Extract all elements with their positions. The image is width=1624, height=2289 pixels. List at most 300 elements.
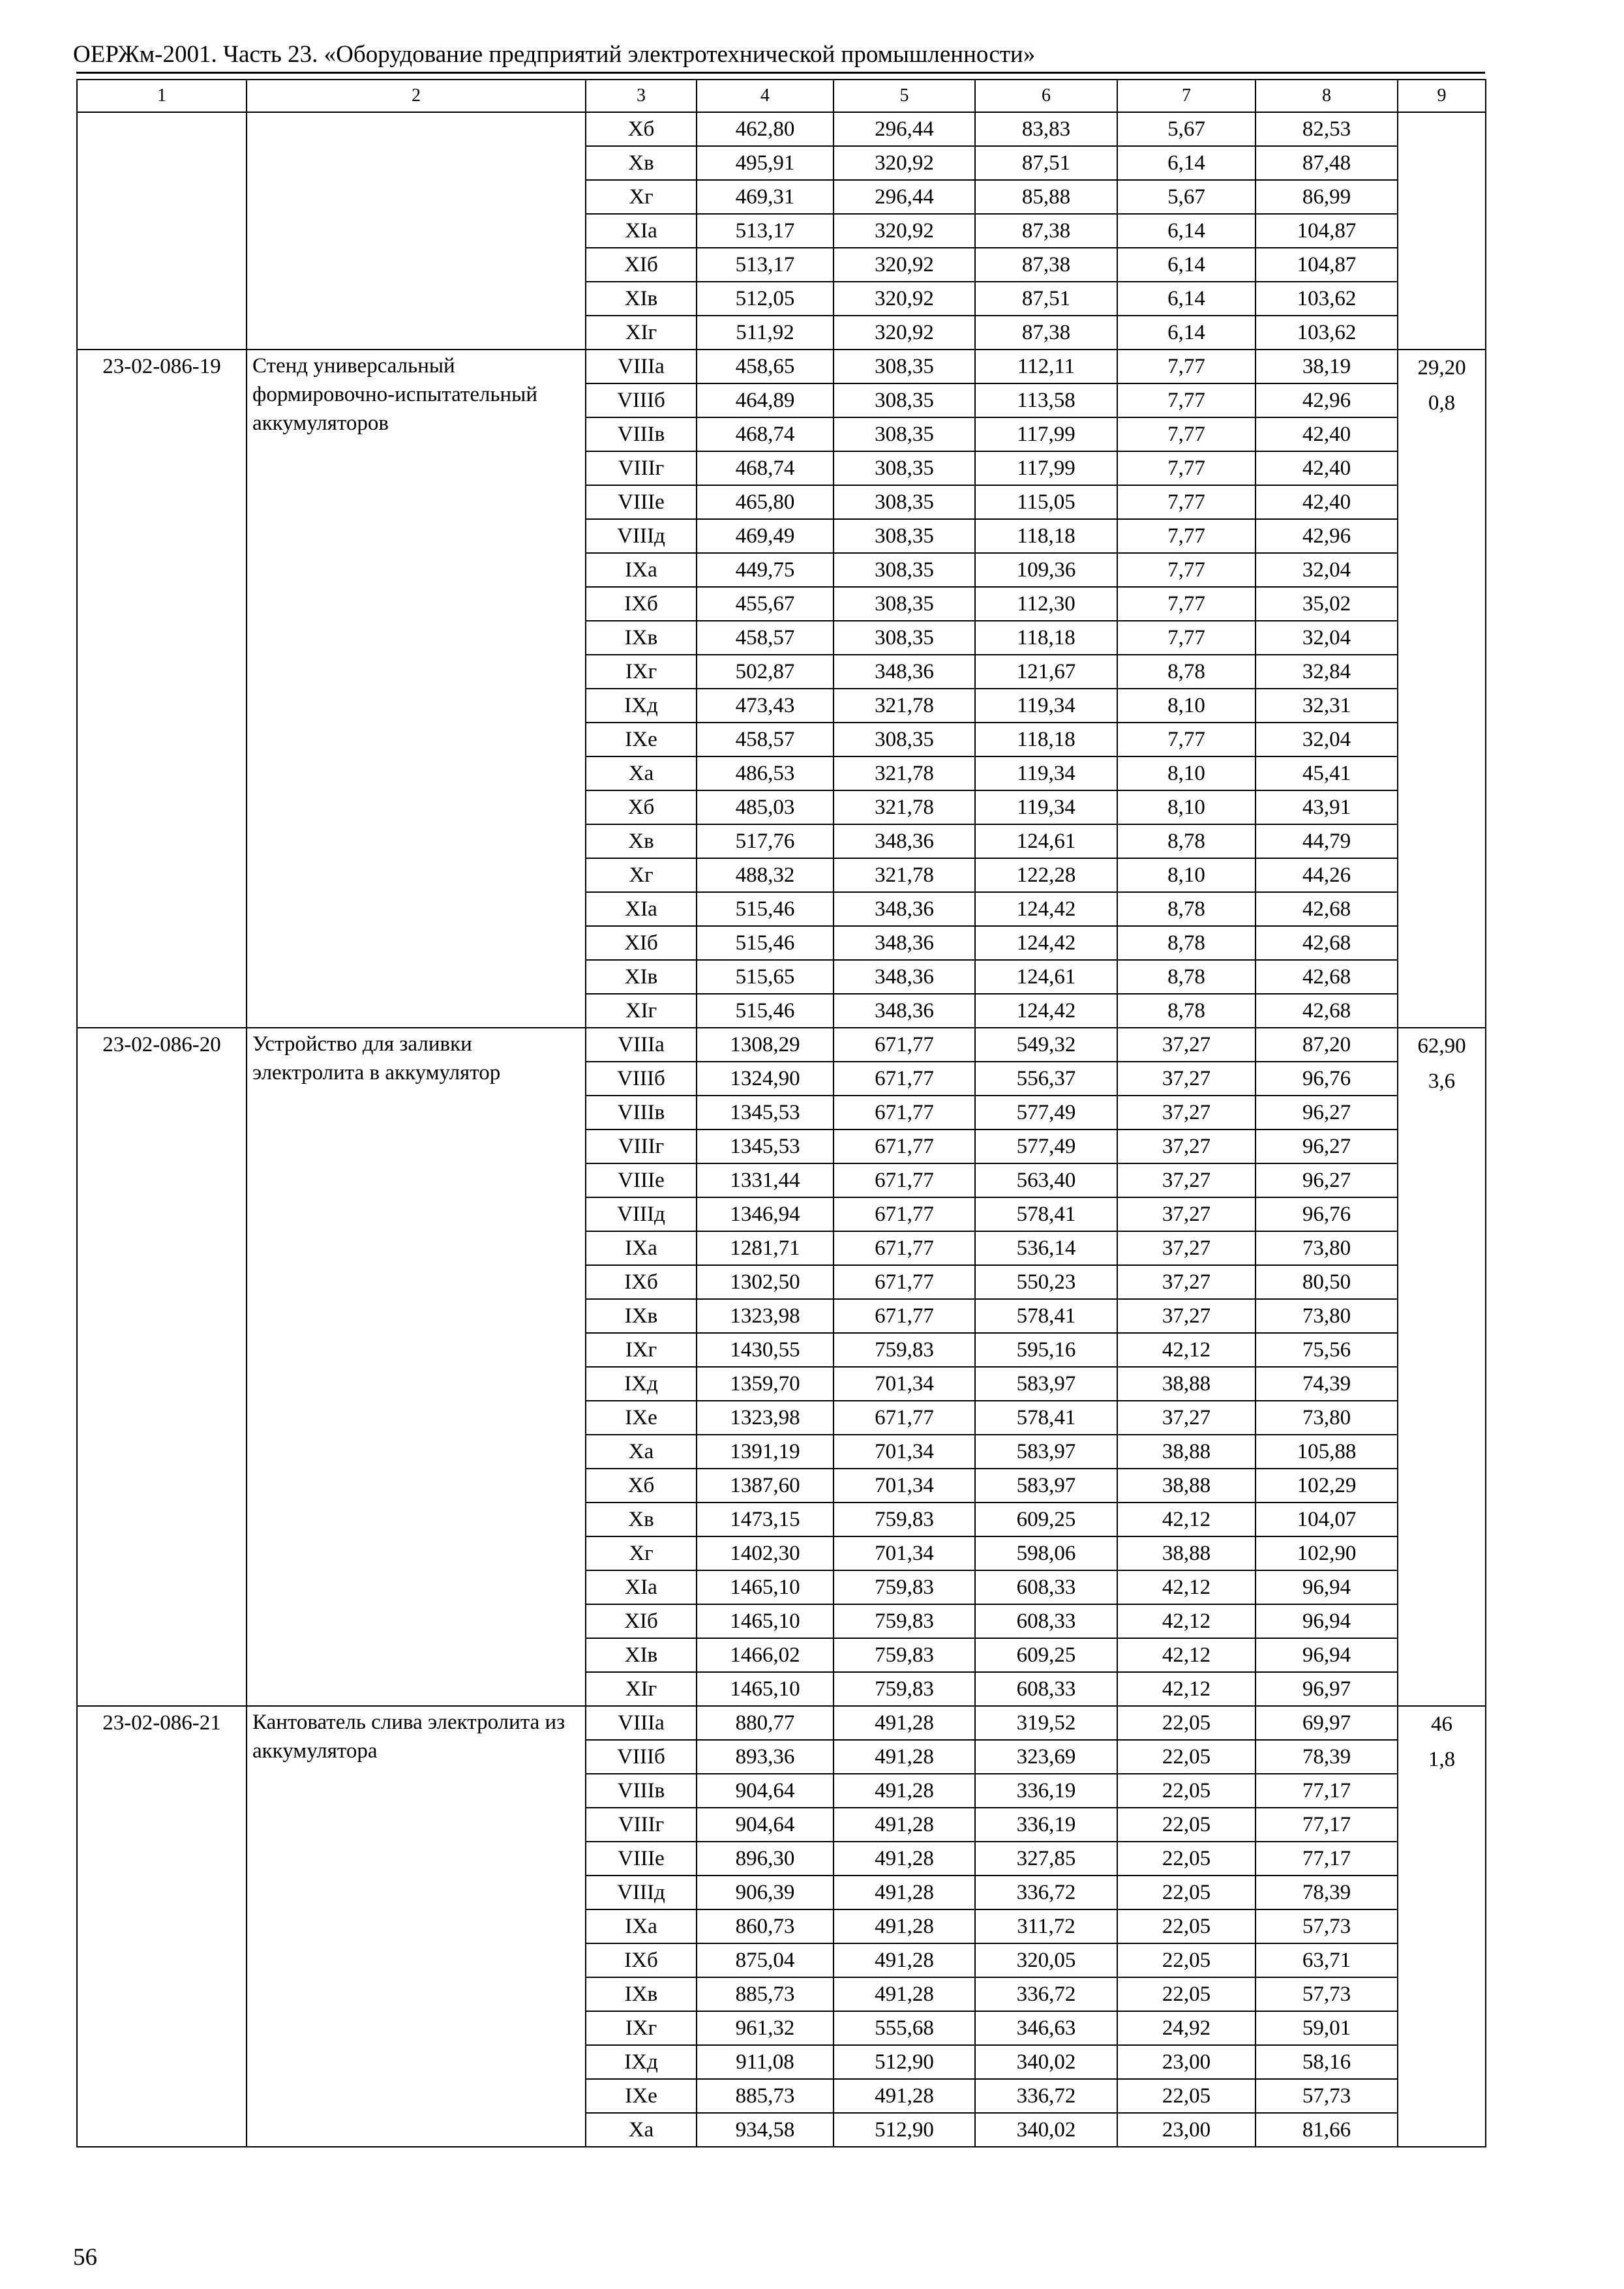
value-cell: 491,28 bbox=[834, 1774, 975, 1808]
category-cell: VIIIе bbox=[586, 1842, 697, 1876]
category-cell: VIIIа bbox=[586, 1706, 697, 1740]
value-cell: 44,79 bbox=[1256, 824, 1398, 858]
value-cell: 308,35 bbox=[834, 621, 975, 655]
value-cell: 37,27 bbox=[1117, 1197, 1256, 1231]
category-cell: IXа bbox=[586, 1231, 697, 1265]
value-cell: 491,28 bbox=[834, 1943, 975, 1977]
value-cell: 577,49 bbox=[975, 1096, 1117, 1130]
value-cell: 7,77 bbox=[1117, 519, 1256, 553]
materials-cell bbox=[1398, 1706, 1486, 2147]
value-cell: 22,05 bbox=[1117, 2079, 1256, 2113]
value-cell: 7,77 bbox=[1117, 350, 1256, 383]
value-cell: 112,11 bbox=[975, 350, 1117, 383]
materials-value: 3,6 bbox=[1428, 1070, 1456, 1093]
materials-cell bbox=[1398, 112, 1486, 350]
category-cell: IXб bbox=[586, 1943, 697, 1977]
value-cell: 671,77 bbox=[834, 1028, 975, 1062]
value-cell: 35,02 bbox=[1256, 587, 1398, 621]
value-cell: 468,74 bbox=[697, 417, 834, 451]
value-cell: 348,36 bbox=[834, 960, 975, 994]
value-cell: 37,27 bbox=[1117, 1062, 1256, 1096]
category-cell: IXв bbox=[586, 1299, 697, 1333]
value-cell: 1465,10 bbox=[697, 1604, 834, 1638]
value-cell: 124,61 bbox=[975, 960, 1117, 994]
value-cell: 6,14 bbox=[1117, 282, 1256, 316]
value-cell: 308,35 bbox=[834, 723, 975, 756]
value-cell: 701,34 bbox=[834, 1435, 975, 1469]
value-cell: 893,36 bbox=[697, 1740, 834, 1774]
value-cell: 57,73 bbox=[1256, 1977, 1398, 2011]
value-cell: 308,35 bbox=[834, 485, 975, 519]
value-cell: 321,78 bbox=[834, 689, 975, 723]
value-cell: 119,34 bbox=[975, 790, 1117, 824]
column-number-cell: 1 bbox=[77, 80, 247, 112]
value-cell: 96,94 bbox=[1256, 1604, 1398, 1638]
value-cell: 555,68 bbox=[834, 2011, 975, 2045]
value-cell: 8,10 bbox=[1117, 756, 1256, 790]
value-cell: 308,35 bbox=[834, 587, 975, 621]
value-cell: 671,77 bbox=[834, 1130, 975, 1163]
column-number-cell: 3 bbox=[586, 80, 697, 112]
value-cell: 42,68 bbox=[1256, 892, 1398, 926]
value-cell: 468,74 bbox=[697, 451, 834, 485]
value-cell: 23,00 bbox=[1117, 2045, 1256, 2079]
value-cell: 896,30 bbox=[697, 1842, 834, 1876]
value-cell: 491,28 bbox=[834, 1876, 975, 1909]
value-cell: 22,05 bbox=[1117, 1943, 1256, 1977]
value-cell: 45,41 bbox=[1256, 756, 1398, 790]
value-cell: 117,99 bbox=[975, 417, 1117, 451]
value-cell: 934,58 bbox=[697, 2113, 834, 2147]
value-cell: 598,06 bbox=[975, 1536, 1117, 1570]
value-cell: 608,33 bbox=[975, 1570, 1117, 1604]
value-cell: 491,28 bbox=[834, 1909, 975, 1943]
value-cell: 491,28 bbox=[834, 1977, 975, 2011]
value-cell: 42,12 bbox=[1117, 1604, 1256, 1638]
value-cell: 6,14 bbox=[1117, 146, 1256, 180]
value-cell: 515,46 bbox=[697, 926, 834, 960]
value-cell: 308,35 bbox=[834, 417, 975, 451]
value-cell: 109,36 bbox=[975, 553, 1117, 587]
value-cell: 495,91 bbox=[697, 146, 834, 180]
value-cell: 1387,60 bbox=[697, 1469, 834, 1503]
value-cell: 96,27 bbox=[1256, 1096, 1398, 1130]
value-cell: 583,97 bbox=[975, 1367, 1117, 1401]
item-code-cell: 23-02-086-20 bbox=[77, 1028, 247, 1706]
category-cell: VIIIд bbox=[586, 519, 697, 553]
value-cell: 103,62 bbox=[1256, 282, 1398, 316]
value-cell: 320,05 bbox=[975, 1943, 1117, 1977]
value-cell: 22,05 bbox=[1117, 1774, 1256, 1808]
value-cell: 8,10 bbox=[1117, 858, 1256, 892]
value-cell: 73,80 bbox=[1256, 1231, 1398, 1265]
value-cell: 96,97 bbox=[1256, 1672, 1398, 1706]
value-cell: 8,10 bbox=[1117, 689, 1256, 723]
value-cell: 701,34 bbox=[834, 1367, 975, 1401]
category-cell: Xа bbox=[586, 2113, 697, 2147]
value-cell: 336,19 bbox=[975, 1808, 1117, 1842]
category-cell: IXб bbox=[586, 587, 697, 621]
value-cell: 759,83 bbox=[834, 1333, 975, 1367]
value-cell: 37,27 bbox=[1117, 1401, 1256, 1435]
value-cell: 121,67 bbox=[975, 655, 1117, 689]
value-cell: 1302,50 bbox=[697, 1265, 834, 1299]
value-cell: 609,25 bbox=[975, 1638, 1117, 1672]
value-cell: 336,72 bbox=[975, 2079, 1117, 2113]
value-cell: 348,36 bbox=[834, 892, 975, 926]
column-number-cell: 8 bbox=[1256, 80, 1398, 112]
value-cell: 59,01 bbox=[1256, 2011, 1398, 2045]
value-cell: 42,12 bbox=[1117, 1672, 1256, 1706]
value-cell: 7,77 bbox=[1117, 451, 1256, 485]
value-cell: 77,17 bbox=[1256, 1774, 1398, 1808]
value-cell: 517,76 bbox=[697, 824, 834, 858]
value-cell: 515,46 bbox=[697, 892, 834, 926]
value-cell: 42,12 bbox=[1117, 1503, 1256, 1536]
value-cell: 38,88 bbox=[1117, 1435, 1256, 1469]
category-cell: VIIIе bbox=[586, 485, 697, 519]
category-cell: XIа bbox=[586, 892, 697, 926]
category-cell: Xб bbox=[586, 112, 697, 146]
value-cell: 22,05 bbox=[1117, 1706, 1256, 1740]
value-cell: 57,73 bbox=[1256, 2079, 1398, 2113]
value-cell: 319,52 bbox=[975, 1706, 1117, 1740]
value-cell: 124,42 bbox=[975, 994, 1117, 1028]
value-cell: 491,28 bbox=[834, 1706, 975, 1740]
value-cell: 578,41 bbox=[975, 1197, 1117, 1231]
value-cell: 105,88 bbox=[1256, 1435, 1398, 1469]
value-cell: 104,87 bbox=[1256, 214, 1398, 248]
value-cell: 464,89 bbox=[697, 383, 834, 417]
value-cell: 8,10 bbox=[1117, 790, 1256, 824]
value-cell: 118,18 bbox=[975, 621, 1117, 655]
value-cell: 5,67 bbox=[1117, 180, 1256, 214]
column-number-cell: 7 bbox=[1117, 80, 1256, 112]
value-cell: 7,77 bbox=[1117, 485, 1256, 519]
value-cell: 308,35 bbox=[834, 350, 975, 383]
value-cell: 8,78 bbox=[1117, 892, 1256, 926]
value-cell: 1345,53 bbox=[697, 1130, 834, 1163]
value-cell: 78,39 bbox=[1256, 1876, 1398, 1909]
category-cell: Xг bbox=[586, 858, 697, 892]
value-cell: 1402,30 bbox=[697, 1536, 834, 1570]
value-cell: 74,39 bbox=[1256, 1367, 1398, 1401]
value-cell: 491,28 bbox=[834, 2079, 975, 2113]
value-cell: 42,12 bbox=[1117, 1333, 1256, 1367]
value-cell: 296,44 bbox=[834, 112, 975, 146]
value-cell: 22,05 bbox=[1117, 1842, 1256, 1876]
value-cell: 22,05 bbox=[1117, 1808, 1256, 1842]
category-cell: Xг bbox=[586, 180, 697, 214]
value-cell: 759,83 bbox=[834, 1570, 975, 1604]
value-cell: 38,88 bbox=[1117, 1536, 1256, 1570]
category-cell: IXе bbox=[586, 1401, 697, 1435]
value-cell: 1473,15 bbox=[697, 1503, 834, 1536]
value-cell: 73,80 bbox=[1256, 1401, 1398, 1435]
value-cell: 1430,55 bbox=[697, 1333, 834, 1367]
value-cell: 904,64 bbox=[697, 1774, 834, 1808]
table-row bbox=[77, 1706, 1486, 1740]
value-cell: 24,92 bbox=[1117, 2011, 1256, 2045]
value-cell: 7,77 bbox=[1117, 723, 1256, 756]
value-cell: 486,53 bbox=[697, 756, 834, 790]
value-cell: 37,27 bbox=[1117, 1231, 1256, 1265]
materials-cell bbox=[1398, 350, 1486, 1028]
value-cell: 671,77 bbox=[834, 1062, 975, 1096]
value-cell: 77,17 bbox=[1256, 1808, 1398, 1842]
value-cell: 7,77 bbox=[1117, 621, 1256, 655]
value-cell: 42,96 bbox=[1256, 383, 1398, 417]
category-cell: VIIIб bbox=[586, 1740, 697, 1774]
value-cell: 42,40 bbox=[1256, 485, 1398, 519]
value-cell: 759,83 bbox=[834, 1672, 975, 1706]
value-cell: 320,92 bbox=[834, 282, 975, 316]
materials-cell bbox=[1398, 1028, 1486, 1706]
value-cell: 513,17 bbox=[697, 214, 834, 248]
table-row bbox=[77, 112, 1486, 146]
value-cell: 671,77 bbox=[834, 1096, 975, 1130]
value-cell: 485,03 bbox=[697, 790, 834, 824]
value-cell: 96,27 bbox=[1256, 1163, 1398, 1197]
category-cell: XIв bbox=[586, 1638, 697, 1672]
category-cell: VIIIв bbox=[586, 1774, 697, 1808]
value-cell: 122,28 bbox=[975, 858, 1117, 892]
value-cell: 320,92 bbox=[834, 214, 975, 248]
category-cell: IXг bbox=[586, 1333, 697, 1367]
value-cell: 7,77 bbox=[1117, 553, 1256, 587]
value-cell: 577,49 bbox=[975, 1130, 1117, 1163]
value-cell: 701,34 bbox=[834, 1536, 975, 1570]
value-cell: 37,27 bbox=[1117, 1299, 1256, 1333]
category-cell: IXв bbox=[586, 621, 697, 655]
category-cell: VIIIе bbox=[586, 1163, 697, 1197]
value-cell: 320,92 bbox=[834, 316, 975, 350]
materials-value: 1,8 bbox=[1428, 1748, 1456, 1771]
value-cell: 1359,70 bbox=[697, 1367, 834, 1401]
value-cell: 491,28 bbox=[834, 1808, 975, 1842]
value-cell: 473,43 bbox=[697, 689, 834, 723]
table-row bbox=[77, 350, 1486, 383]
value-cell: 118,18 bbox=[975, 723, 1117, 756]
table-row bbox=[77, 1028, 1486, 1062]
value-cell: 5,67 bbox=[1117, 112, 1256, 146]
category-cell: Xв bbox=[586, 824, 697, 858]
value-cell: 32,84 bbox=[1256, 655, 1398, 689]
item-name-cell bbox=[247, 112, 586, 350]
value-cell: 608,33 bbox=[975, 1604, 1117, 1638]
value-cell: 7,77 bbox=[1117, 383, 1256, 417]
value-cell: 77,17 bbox=[1256, 1842, 1398, 1876]
value-cell: 1345,53 bbox=[697, 1096, 834, 1130]
value-cell: 6,14 bbox=[1117, 214, 1256, 248]
value-cell: 462,80 bbox=[697, 112, 834, 146]
category-cell: VIIIд bbox=[586, 1197, 697, 1231]
value-cell: 340,02 bbox=[975, 2113, 1117, 2147]
category-cell: IXг bbox=[586, 2011, 697, 2045]
column-number-cell: 9 bbox=[1398, 80, 1486, 112]
item-name-cell: Стенд универсальный формировочно-испытательный аккумуляторов bbox=[247, 350, 586, 1028]
value-cell: 81,66 bbox=[1256, 2113, 1398, 2147]
column-number-cell: 2 bbox=[247, 80, 586, 112]
value-cell: 671,77 bbox=[834, 1231, 975, 1265]
value-cell: 96,94 bbox=[1256, 1638, 1398, 1672]
value-cell: 321,78 bbox=[834, 790, 975, 824]
value-cell: 609,25 bbox=[975, 1503, 1117, 1536]
materials-value: 62,90 bbox=[1417, 1034, 1466, 1058]
value-cell: 38,19 bbox=[1256, 350, 1398, 383]
value-cell: 595,16 bbox=[975, 1333, 1117, 1367]
value-cell: 320,92 bbox=[834, 248, 975, 282]
value-cell: 117,99 bbox=[975, 451, 1117, 485]
category-cell: IXд bbox=[586, 1367, 697, 1401]
value-cell: 1308,29 bbox=[697, 1028, 834, 1062]
value-cell: 57,73 bbox=[1256, 1909, 1398, 1943]
value-cell: 880,77 bbox=[697, 1706, 834, 1740]
materials-value: 46 bbox=[1431, 1713, 1452, 1736]
category-cell: XIг bbox=[586, 994, 697, 1028]
value-cell: 8,78 bbox=[1117, 926, 1256, 960]
value-cell: 465,80 bbox=[697, 485, 834, 519]
category-cell: VIIIа bbox=[586, 1028, 697, 1062]
value-cell: 608,33 bbox=[975, 1672, 1117, 1706]
value-cell: 87,51 bbox=[975, 282, 1117, 316]
category-cell: IXе bbox=[586, 2079, 697, 2113]
category-cell: Xб bbox=[586, 1469, 697, 1503]
value-cell: 22,05 bbox=[1117, 1876, 1256, 1909]
value-cell: 515,46 bbox=[697, 994, 834, 1028]
value-cell: 87,38 bbox=[975, 214, 1117, 248]
category-cell: IXе bbox=[586, 723, 697, 756]
value-cell: 875,04 bbox=[697, 1943, 834, 1977]
category-cell: IXд bbox=[586, 689, 697, 723]
value-cell: 69,97 bbox=[1256, 1706, 1398, 1740]
category-cell: Xв bbox=[586, 146, 697, 180]
value-cell: 308,35 bbox=[834, 519, 975, 553]
value-cell: 961,32 bbox=[697, 2011, 834, 2045]
category-cell: VIIIв bbox=[586, 1096, 697, 1130]
value-cell: 860,73 bbox=[697, 1909, 834, 1943]
value-cell: 38,88 bbox=[1117, 1469, 1256, 1503]
value-cell: 311,72 bbox=[975, 1909, 1117, 1943]
value-cell: 321,78 bbox=[834, 756, 975, 790]
value-cell: 455,67 bbox=[697, 587, 834, 621]
category-cell: XIв bbox=[586, 282, 697, 316]
value-cell: 96,76 bbox=[1256, 1062, 1398, 1096]
value-cell: 44,26 bbox=[1256, 858, 1398, 892]
value-cell: 469,31 bbox=[697, 180, 834, 214]
value-cell: 296,44 bbox=[834, 180, 975, 214]
value-cell: 904,64 bbox=[697, 1808, 834, 1842]
category-cell: XIб bbox=[586, 248, 697, 282]
value-cell: 1465,10 bbox=[697, 1570, 834, 1604]
category-cell: VIIIг bbox=[586, 1808, 697, 1842]
value-cell: 124,42 bbox=[975, 926, 1117, 960]
value-cell: 759,83 bbox=[834, 1604, 975, 1638]
value-cell: 96,76 bbox=[1256, 1197, 1398, 1231]
value-cell: 536,14 bbox=[975, 1231, 1117, 1265]
value-cell: 124,61 bbox=[975, 824, 1117, 858]
page-number: 56 bbox=[73, 2244, 97, 2271]
value-cell: 87,20 bbox=[1256, 1028, 1398, 1062]
value-cell: 491,28 bbox=[834, 1842, 975, 1876]
value-cell: 512,90 bbox=[834, 2045, 975, 2079]
value-cell: 1323,98 bbox=[697, 1299, 834, 1333]
category-cell: XIв bbox=[586, 960, 697, 994]
value-cell: 348,36 bbox=[834, 926, 975, 960]
value-cell: 340,02 bbox=[975, 2045, 1117, 2079]
value-cell: 38,88 bbox=[1117, 1367, 1256, 1401]
category-cell: XIа bbox=[586, 1570, 697, 1604]
value-cell: 511,92 bbox=[697, 316, 834, 350]
value-cell: 549,32 bbox=[975, 1028, 1117, 1062]
category-cell: VIIIб bbox=[586, 383, 697, 417]
category-cell: IXг bbox=[586, 655, 697, 689]
category-cell: VIIIг bbox=[586, 1130, 697, 1163]
value-cell: 759,83 bbox=[834, 1638, 975, 1672]
header-rule bbox=[76, 72, 1485, 74]
value-cell: 6,14 bbox=[1117, 316, 1256, 350]
value-cell: 104,07 bbox=[1256, 1503, 1398, 1536]
value-cell: 906,39 bbox=[697, 1876, 834, 1909]
value-cell: 42,12 bbox=[1117, 1570, 1256, 1604]
value-cell: 42,68 bbox=[1256, 994, 1398, 1028]
value-cell: 85,88 bbox=[975, 180, 1117, 214]
value-cell: 78,39 bbox=[1256, 1740, 1398, 1774]
value-cell: 58,16 bbox=[1256, 2045, 1398, 2079]
value-cell: 37,27 bbox=[1117, 1163, 1256, 1197]
category-cell: VIIIб bbox=[586, 1062, 697, 1096]
value-cell: 671,77 bbox=[834, 1401, 975, 1435]
value-cell: 113,58 bbox=[975, 383, 1117, 417]
category-cell: IXб bbox=[586, 1265, 697, 1299]
category-cell: XIа bbox=[586, 214, 697, 248]
value-cell: 1465,10 bbox=[697, 1672, 834, 1706]
value-cell: 336,72 bbox=[975, 1977, 1117, 2011]
materials-value: 29,20 bbox=[1417, 356, 1466, 380]
value-cell: 8,78 bbox=[1117, 655, 1256, 689]
value-cell: 512,90 bbox=[834, 2113, 975, 2147]
value-cell: 42,12 bbox=[1117, 1638, 1256, 1672]
value-cell: 42,96 bbox=[1256, 519, 1398, 553]
value-cell: 583,97 bbox=[975, 1435, 1117, 1469]
category-cell: IXа bbox=[586, 553, 697, 587]
value-cell: 348,36 bbox=[834, 655, 975, 689]
value-cell: 118,18 bbox=[975, 519, 1117, 553]
value-cell: 563,40 bbox=[975, 1163, 1117, 1197]
category-cell: XIб bbox=[586, 1604, 697, 1638]
table-body bbox=[77, 80, 1486, 2147]
value-cell: 7,77 bbox=[1117, 587, 1256, 621]
category-cell: XIб bbox=[586, 926, 697, 960]
value-cell: 348,36 bbox=[834, 824, 975, 858]
value-cell: 885,73 bbox=[697, 2079, 834, 2113]
value-cell: 1466,02 bbox=[697, 1638, 834, 1672]
value-cell: 124,42 bbox=[975, 892, 1117, 926]
value-cell: 8,78 bbox=[1117, 960, 1256, 994]
value-cell: 37,27 bbox=[1117, 1028, 1256, 1062]
value-cell: 885,73 bbox=[697, 1977, 834, 2011]
value-cell: 8,78 bbox=[1117, 994, 1256, 1028]
value-cell: 119,34 bbox=[975, 689, 1117, 723]
value-cell: 327,85 bbox=[975, 1842, 1117, 1876]
value-cell: 583,97 bbox=[975, 1469, 1117, 1503]
value-cell: 96,27 bbox=[1256, 1130, 1398, 1163]
value-cell: 449,75 bbox=[697, 553, 834, 587]
value-cell: 83,83 bbox=[975, 112, 1117, 146]
materials-value: 0,8 bbox=[1428, 391, 1456, 415]
value-cell: 22,05 bbox=[1117, 1977, 1256, 2011]
value-cell: 87,51 bbox=[975, 146, 1117, 180]
